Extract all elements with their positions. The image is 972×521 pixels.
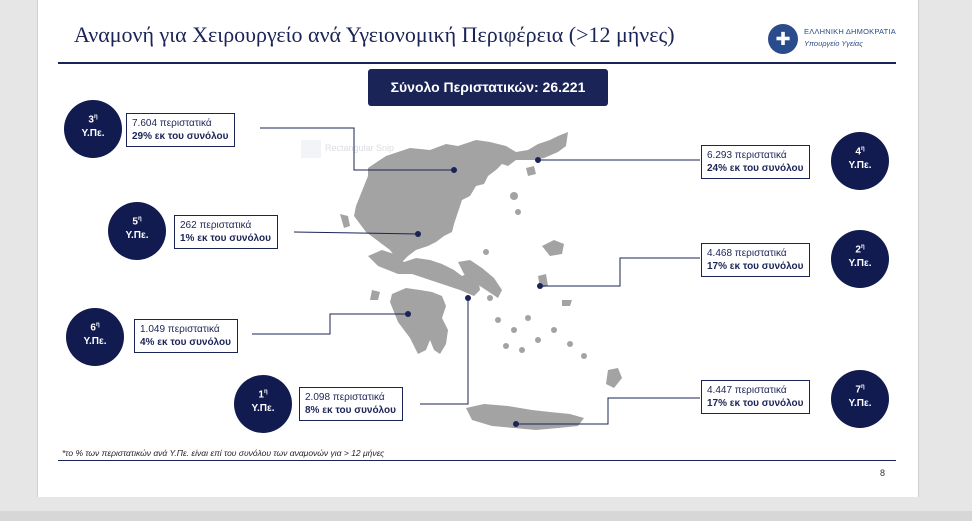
region-number: $1^\eta$ xyxy=(258,389,268,401)
marker-2 xyxy=(537,283,543,289)
region-cases: 262 περιστατικά xyxy=(180,220,252,231)
marker-5 xyxy=(415,231,421,237)
region-abbr: Υ.Πε. xyxy=(848,160,872,172)
connector-6 xyxy=(252,314,408,334)
region-info-6 xyxy=(134,319,238,353)
region-abbr: Υ.Πε. xyxy=(848,258,872,270)
region-info-7 xyxy=(701,380,810,414)
region-info-1 xyxy=(299,387,403,421)
logo-line-1: ΕΛΛΗΝΙΚΗ ΔΗΜΟΚΡΑΤΙΑ xyxy=(804,27,896,36)
footnote: *το % των περιστατικών ανά Υ.Πε. είναι επί του συνόλου των αναμονών για > 12 μήνες xyxy=(62,448,385,458)
greece-land xyxy=(340,132,622,430)
region-cases: 4.468 περιστατικά xyxy=(707,248,787,259)
region-info-4 xyxy=(701,145,810,179)
cyclades-island-1 xyxy=(495,317,501,323)
region-info-3 xyxy=(126,113,235,147)
region-cases: 1.049 περιστατικά xyxy=(140,324,220,335)
region-badge-1 xyxy=(234,375,292,433)
region-number: $7^\eta$ xyxy=(855,384,865,396)
region-number: $2^\eta$ xyxy=(855,244,865,256)
region-info-5 xyxy=(174,215,278,249)
sporades-island-1 xyxy=(483,249,489,255)
region-badge-3 xyxy=(64,100,122,158)
region-number: $5^\eta$ xyxy=(132,216,142,228)
slide xyxy=(37,0,919,497)
cyclades-island-4 xyxy=(503,343,509,349)
connector-2 xyxy=(540,258,700,286)
rhodes xyxy=(606,368,622,388)
region-abbr: Υ.Πε. xyxy=(125,230,149,242)
region-cases: 2.098 περιστατικά xyxy=(305,392,385,403)
region-number: $4^\eta$ xyxy=(855,146,865,158)
region-number: $3^\eta$ xyxy=(88,114,98,126)
region-percentage: 8% εκ του συνόλου xyxy=(305,405,396,416)
region-abbr: Υ.Πε. xyxy=(848,398,872,410)
region-percentage: 17% εκ του συνόλου xyxy=(707,398,804,409)
central-greece xyxy=(368,250,480,296)
cyclades-island-3 xyxy=(525,315,531,321)
kefalonia xyxy=(370,290,380,300)
dodecanese-island-1 xyxy=(551,327,557,333)
footer-divider xyxy=(58,460,896,461)
dodecanese-island-4 xyxy=(487,295,493,301)
region-abbr: Υ.Πε. xyxy=(83,336,107,348)
dodecanese-island-3 xyxy=(581,353,587,359)
samos xyxy=(562,300,572,306)
region-percentage: 24% εκ του συνόλου xyxy=(707,163,804,174)
page-number: 8 xyxy=(880,468,886,478)
region-percentage: 4% εκ του συνόλου xyxy=(140,337,231,348)
region-badge-5 xyxy=(108,202,166,260)
dodecanese-island-2 xyxy=(567,341,573,347)
marker-3 xyxy=(451,167,457,173)
peloponnese xyxy=(390,288,448,354)
cyclades-island-6 xyxy=(535,337,541,343)
region-info-2 xyxy=(701,243,810,277)
lemnos xyxy=(510,192,518,200)
region-percentage: 29% εκ του συνόλου xyxy=(132,131,229,142)
region-cases: 6.293 περιστατικά xyxy=(707,150,787,161)
crete xyxy=(466,404,584,430)
logo-line-2: Υπουργείο Υγείας xyxy=(804,39,863,48)
region-cases: 4.447 περιστατικά xyxy=(707,385,787,396)
cyclades-island-2 xyxy=(511,327,517,333)
region-badge-2 xyxy=(831,230,889,288)
window-bottom-bar xyxy=(0,511,972,521)
region-percentage: 1% εκ του συνόλου xyxy=(180,233,271,244)
lesvos xyxy=(542,240,564,256)
region-badge-4 xyxy=(831,132,889,190)
corfu xyxy=(340,214,350,228)
region-abbr: Υ.Πε. xyxy=(251,403,275,415)
marker-4 xyxy=(535,157,541,163)
snip-ghost-label: Rectangular Snip xyxy=(325,143,395,153)
region-badge-6 xyxy=(66,308,124,366)
marker-6 xyxy=(405,311,411,317)
region-number: $6^\eta$ xyxy=(90,322,100,334)
slide-title: Αναμονή για Χειρουργείο ανά Υγειονομική Περιφέρεια (>12 μήνες) xyxy=(74,22,675,47)
region-abbr: Υ.Πε. xyxy=(81,128,105,140)
region-badge-7 xyxy=(831,370,889,428)
marker-7 xyxy=(513,421,519,427)
region-cases: 7.604 περιστατικά xyxy=(132,118,212,129)
cross-emblem-icon: ✚ xyxy=(768,24,798,54)
sporades-island-2 xyxy=(515,209,521,215)
total-cases-box: Σύνολο Περιστατικών: 26.221 xyxy=(368,69,608,106)
thassos xyxy=(526,166,536,176)
cyclades-island-5 xyxy=(519,347,525,353)
marker-1 xyxy=(465,295,471,301)
region-percentage: 17% εκ του συνόλου xyxy=(707,261,804,272)
